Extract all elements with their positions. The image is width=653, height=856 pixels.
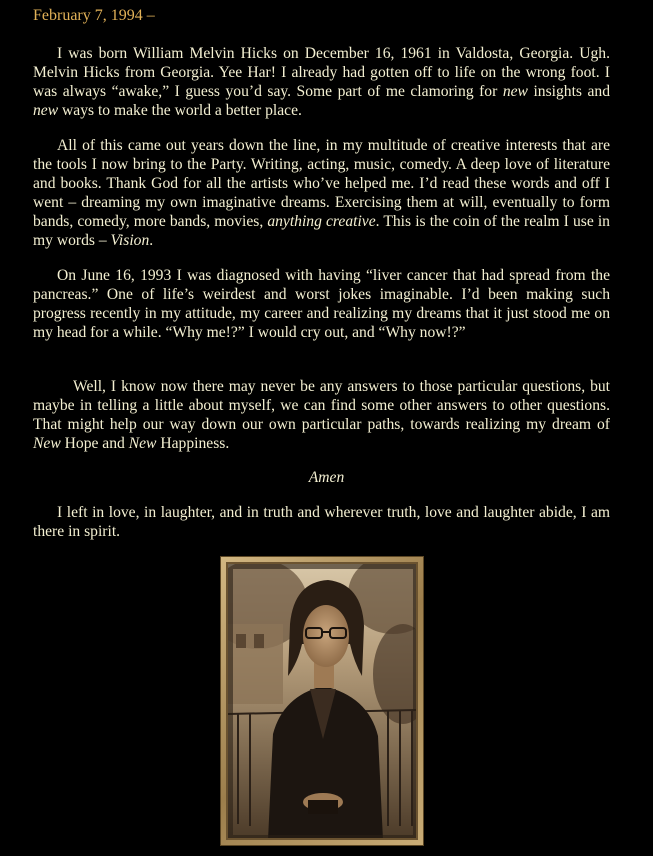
paragraph-text: On June 16, 1993 I was diagnosed with having “liver cancer that had spread from the pancreas.” One of life’s weirdest and worst jokes imaginable. I’d been making such progress recently in my attitude, my career and realizing my dreams that it just stood me on my head for a while. “Why me!?” I would cry out, and “Why now!?” xyxy=(33,267,610,341)
paragraph-creative-interests xyxy=(33,136,610,250)
paragraph-text: ways to make the world a better place. xyxy=(58,102,302,119)
emphasized-text: New xyxy=(33,435,61,452)
amen-heading: Amen xyxy=(308,469,345,486)
portrait-photo xyxy=(226,562,418,840)
paragraph-text: All of this came out years down the line, in my multitude of creative interests that are the tools I now bring to the Party. Writing, acting, music, comedy. A deep love of literature and books. Thank God for all the artists who’ve helped me. I’d read these words and off I went – dreaming my own imaginative dreams. Exercising them at will, eventually to form bands, comedy, more bands, movies, xyxy=(33,137,610,230)
paragraph-text: Hope and xyxy=(60,435,129,452)
paragraph-text: Happiness. xyxy=(156,435,230,452)
paragraph-text: Well, I know now there may never be any answers to those particular questions, but maybe in telling a little about myself, we can find some other answers to other questions. That might help our way down our own particular paths, towards realizing my dream of xyxy=(33,378,610,433)
paragraph-text: insights and xyxy=(527,83,610,100)
paragraph-closing: I left in love, in laughter, and in truth and wherever truth, love and laughter abide, I am there in spirit. xyxy=(33,504,610,540)
paragraph-text: . xyxy=(149,232,154,249)
portrait-image xyxy=(228,564,418,840)
emphasized-text: anything creative xyxy=(267,213,376,230)
emphasized-text: new xyxy=(33,102,59,119)
emphasized-text: New xyxy=(128,435,157,452)
paragraph-text: . This is the coin of the realm I use in my words – xyxy=(33,213,610,249)
paragraph-answers xyxy=(33,377,610,453)
paragraph-diagnosis xyxy=(33,266,610,342)
emphasized-text: Vision xyxy=(110,232,150,249)
portrait-photo-frame xyxy=(220,556,424,846)
paragraph-birth xyxy=(33,44,610,120)
emphasized-text: new xyxy=(502,83,528,100)
paragraph-text: I was born William Melvin Hicks on December 16, 1961 in Valdosta, Georgia. Ugh. Melvin Hicks from Georgia. Yee Har! I already had gotten off to life on the wrong foot. I was always “awake,” I guess you’d say. Some part of me clamoring for xyxy=(33,45,610,100)
letter-date: February 7, 1994 – xyxy=(33,7,155,24)
